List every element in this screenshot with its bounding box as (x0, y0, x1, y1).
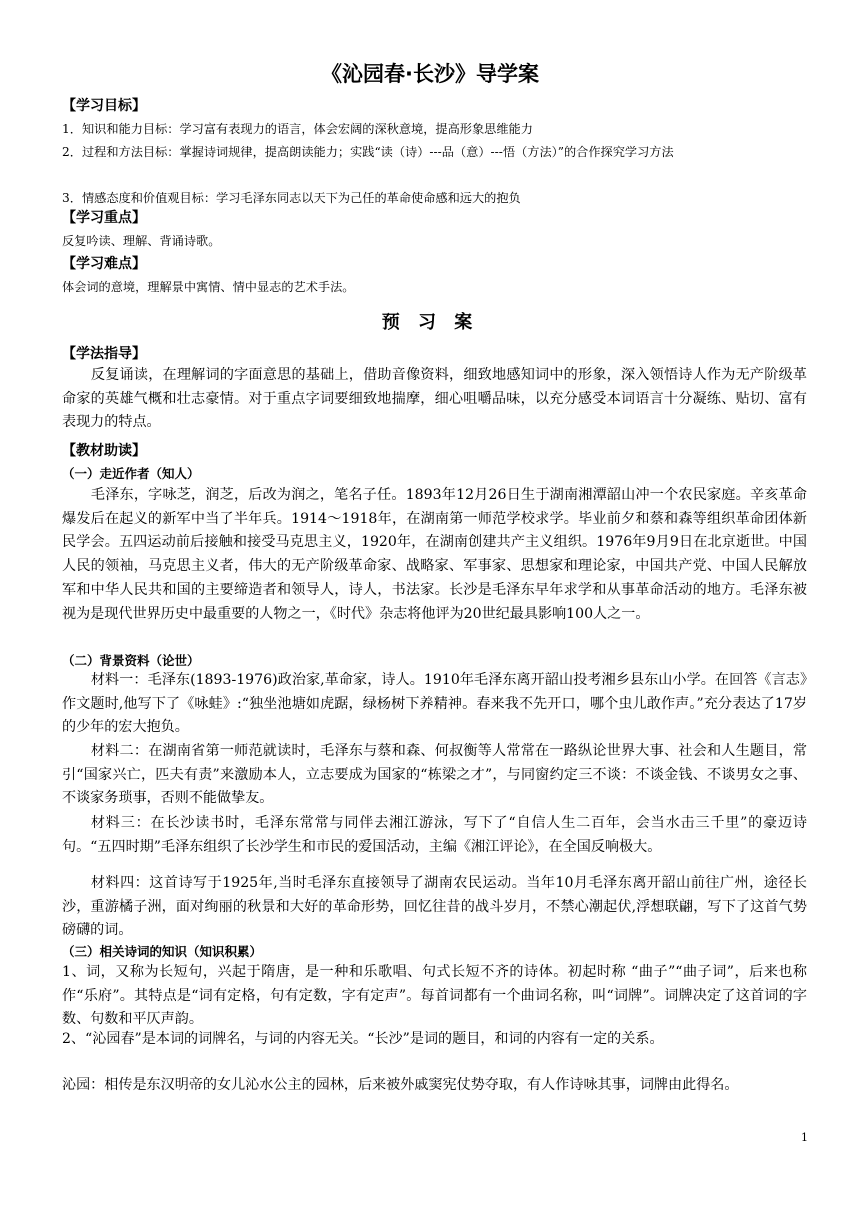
textbook-heading: 【教材助读】 (62, 443, 146, 459)
knowledge-item-1: 1、词，又称为长短句，兴起于隋唐，是一种和乐歌唱、句式长短不齐的诗体。初起时称 “曲子”“曲子词”，后来也称作“乐府”。其特点是“词有定格，句有定数，字有定声”。每首词都有一个曲词名称，叫“词牌”。词牌决定了这首词的字数、句数和平仄声韵。 (62, 964, 807, 1028)
method-text: 反复诵读，在理解词的字面意思的基础上，借助音像资料，细致地感知词中的形象，深入领悟诗人作为无产阶级革命家的英雄气概和壮志豪情。对于重点字词要细致地揣摩，细心咀嚼品味，以充分感受本词语言十分凝练、贴切、富有表现力的特点。 (62, 367, 807, 431)
page-number: 1 (801, 1131, 808, 1144)
key-points-text: 反复吟读、理解、背诵诗歌。 (62, 234, 221, 248)
document-title: 《沁园春·长沙》导学案 (321, 62, 539, 86)
material-3: 材料三：在长沙读书时，毛泽东常常与同伴去湘江游泳，写下了“自信人生二百年，会当水击三千里”的豪迈诗句。“五四时期”毛泽东组织了长沙学生和市民的爱国活动，主编《湘江评论》，在全国反响极大。 (62, 815, 807, 855)
objectives-heading: 【学习目标】 (62, 98, 146, 114)
knowledge-note: 沁园：相传是东汉明帝的女儿沁水公主的园林，后来被外戚窦宪仗势夺取，有人作诗咏其事，词牌由此得名。 (62, 1077, 739, 1093)
difficulties-text: 体会词的意境，理解景中寓情、情中显志的艺术手法。 (62, 280, 355, 294)
key-points-heading: 【学习重点】 (62, 210, 146, 226)
objective-item-2: 2．过程和方法目标：掌握诗词规律，提高朗读能力；实践“读（诗）---品（意）---悟（方法）”的合作探究学习方法 (62, 145, 674, 159)
objective-item-3: 3．情感态度和价值观目标：学习毛泽东同志以天下为己任的革命使命感和远大的抱负 (62, 191, 521, 205)
knowledge-item-2: 2、“沁园春”是本词的词牌名，与词的内容无关。“长沙”是词的题目，和词的内容有一定的关系。 (62, 1031, 664, 1047)
author-heading: （一）走近作者（知人） (62, 466, 200, 481)
objective-item-1: 1．知识和能力目标：学习富有表现力的语言，体会宏阔的深秋意境，提高形象思维能力 (62, 122, 533, 136)
knowledge-heading: （三）相关诗词的知识（知识积累） (62, 944, 263, 959)
material-1: 材料一：毛泽东(1893-1976)政治家,革命家，诗人。1910年毛泽东离开韶山投考湘乡县东山小学。在回答《言志》作文题时,他写下了《咏蛙》:“独坐池塘如虎踞，绿杨树下养精神。春来我不先开口，哪个虫儿敢作声。”充分表达了17岁的少年的宏大抱负。 (62, 672, 807, 736)
material-4: 材料四：这首诗写于1925年,当时毛泽东直接领导了湖南农民运动。当年10月毛泽东离开韶山前往广州，途径长沙，重游橘子洲，面对绚丽的秋景和大好的革命形势，回忆往昔的战斗岁月，不禁心潮起伏,浮想联翩，写下了这首气势磅礴的词。 (62, 875, 807, 939)
preview-title: 预 习 案 (381, 312, 479, 333)
background-heading: （二）背景资料（论世） (62, 653, 200, 668)
author-text: 毛泽东，字咏芝，润芝，后改为润之，笔名子任。1893年12月26日生于湖南湘潭韶山冲一个农民家庭。辛亥革命爆发后在起义的新军中当了半年兵。1914～1918年，在湖南第一师范学校求学。毕业前夕和蔡和森等组织革命团体新民学会。五四运动前后接触和接受马克思主义，1920年，在湖南创建共产主义组织。1976年9月9日在北京逝世。中国人民的领袖，马克思主义者，伟大的无产阶级革命家、战略家、军事家、思想家和理论家，中国共产党、中国人民解放军和中华人民共和国的主要缔造者和领导人，诗人，书法家。长沙是毛泽东早年求学和从事革命活动的地方。毛泽东被视为是现代世界历史中最重要的人物之一，《时代》杂志将他评为20世纪最具影响100人之一。 (62, 487, 807, 622)
material-2: 材料二：在湖南省第一师范就读时，毛泽东与蔡和森、何叔衡等人常常在一路纵论世界大事、社会和人生题目，常引“国家兴亡，匹夫有责”来激励本人，立志要成为国家的“栋梁之才”，与同窗约定三不谈：不谈金钱、不谈男女之事、不谈家务琐事，否则不能做挚友。 (62, 743, 807, 807)
method-heading: 【学法指导】 (62, 346, 146, 362)
difficulties-heading: 【学习难点】 (62, 256, 146, 272)
